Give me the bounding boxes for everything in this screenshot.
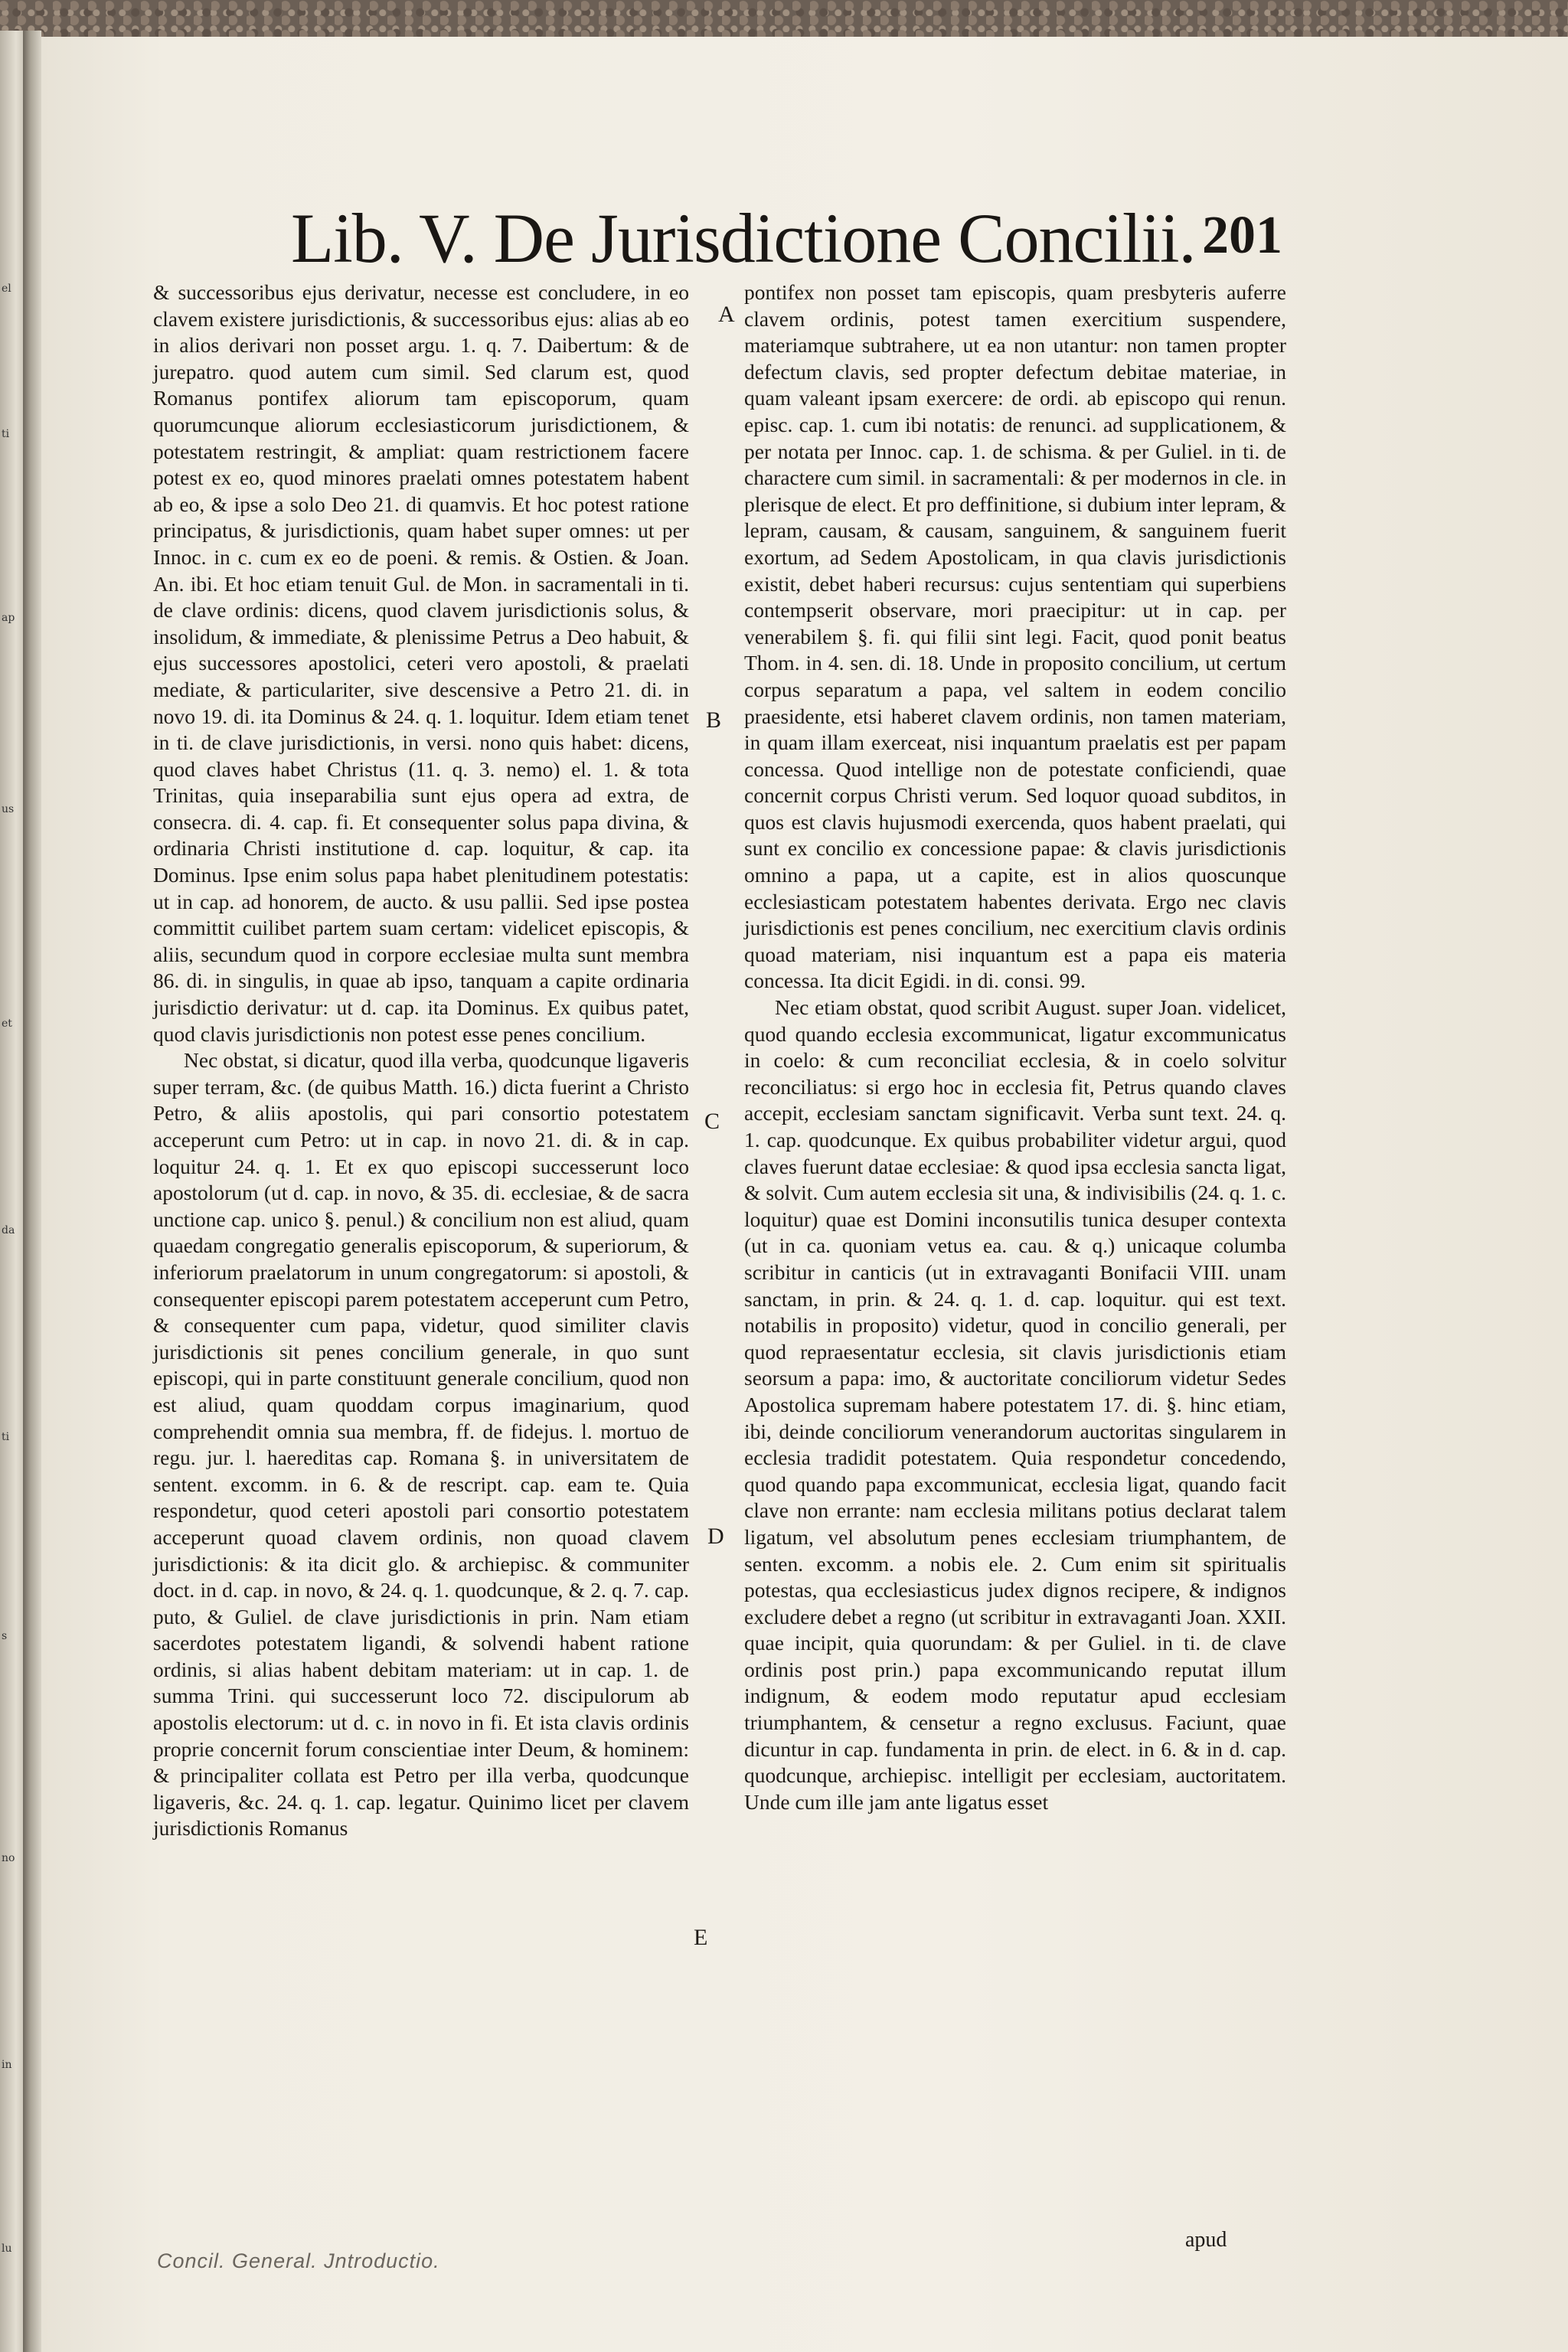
margin-marker-b: B bbox=[706, 707, 722, 733]
catchword: apud bbox=[1185, 2228, 1227, 2252]
margin-marker-e: E bbox=[694, 1925, 708, 1950]
book-gutter bbox=[23, 31, 41, 2352]
margin-marker-a: A bbox=[718, 302, 735, 327]
paragraph: & successoribus ejus derivatur, necesse est concludere, in eo clavem existere jurisdictionis, & successoribus ejus: alias ab eo in alios derivari non posset argu. 1. q. 7. Daibertum: & de jurepatro. quod autem cum simil. Sed clarum est, quod Romanus pontifex aliorum tam episcoporum, quam quorumcunque aliorum ecclesiasticorum jurisdictionem, & potestatem restringit, & ampliat: quam restrictionem facere potest ex eo, quod minores praelati omnes potestatem habent ab eo, & ipse a solo Deo 21. di quamvis. Et hoc potest ratione principatus, & jurisdictionis, quam habet super omnes: ut per Innoc. in c. cum ex eo de poeni. & remis. & Ostien. & Joan. An. ibi. Et hoc etiam tenuit Gul. de Mon. in sacramentali in ti. de clave ordinis: dicens, quod clavem jurisdictionis solus, & insolidum, & immediate, & plenissime Petrus a Deo habuit, & ejus successores apostolici, ceteri vero apostoli, & praelati mediate, & particulariter, sive descensive a Petro 21. di. in novo 19. di. ita Dominus & 24. q. 1. loquitur. Idem etiam tenet in ti. de clave jurisdictionis, in versi. nono quis habet: dicens, quod claves habet Christus (11. q. 3. nemo) el. 1. & tota Trinitas, quia inseparabilia sunt ejus opera ad extra, de consecra. di. 4. cap. fi. Et consequenter solus papa divina, & ordinaria Christi institutione d. cap. loquitur, & cap. ita Dominus. Ipse enim solus papa habet plenitudinem potestatis: ut in cap. ad honorem, de aucto. & usu pallii. Sed ipse postea committit cuilibet partem suam certam: videlicet episcopis, & aliis, secundum quod in corpore ecclesiae multa sunt membra 86. di. in singulis, in quae ab ipso, tanquam a capite ordinaria jurisdictio derivatur: ut d. cap. ita Dominus. Ex quibus patet, quod clavis jurisdictionis non potest esse penes concilium. bbox=[153, 280, 689, 1046]
margin-marker-c: C bbox=[704, 1109, 720, 1134]
margin-marker-d: D bbox=[707, 1524, 724, 1549]
header-title: Lib. V. De Jurisdictione Concilii. bbox=[291, 199, 1196, 277]
right-text-column bbox=[744, 279, 1286, 1815]
paragraph: Nec etiam obstat, quod scribit August. super Joan. videlicet, quod quando ecclesia excommunicat, ligatur excommunicatus in coelo: & cum reconciliat ecclesia, & in coelo solvitur reconciliatus: si ergo hoc in ecclesia fit, Petrus quando claves accepit, ecclesiam sanctam significavit. Verba sunt text. 24. q. 1. cap. quodcunque. Ex quibus probabiliter videtur argui, quod claves fuerunt datae ecclesiae: & quod ipsa ecclesia sancta ligat, & solvit. Cum autem ecclesia sit una, & indivisibilis (24. q. 1. c. loquitur) quae est Domini inconsutilis tunica desuper contexta (ut in ca. quoniam vetus ea. cau. & q.) unicaque columba scribitur in canticis (ut in extravaganti Bonifacii VIII. unam sanctam, in prin. & 24. q. 1. d. cap. loquitur. qui est text. notabilis in proposito) videtur, quod in concilio generali, per quod repraesentatur ecclesia, sit clavis jurisdictionis etiam seorsum a papa: imo, & auctoritate conciliorum videtur Sedes Apostolica supremam habere potestatem 17. di. §. hinc etiam, ibi, deinde conciliorum venerandorum auctoritas singularem in ecclesia tradidit potestatem. Quia respondetur concedendo, quod quando papa excommunicat, ecclesia ligat, quando facit clave non errante: nam ecclesia militans potius declarat talem ligatum, vel absolutum penes ecclesiam triumphantem, de senten. excomm. a nobis ele. 2. Cum enim sit spiritualis potestas, qua ecclesiasticus judex dignos recipere, & indignos excludere debet a regno (ut scribitur in extravaganti Joan. XXII. quae incipit, quia quorundam: & per Guliel. in ti. de clave ordinis post prin.) papa excommunicando reputat illum indignum, & eodem modo reputatur apud ecclesiam triumphantem, & censetur a regno exclusus. Faciunt, quae dicuntur in cap. fundamenta in prin. de elect. in 6. & in d. cap. quodcunque, archiepisc. intelligit per ecclesiam, auctoritatem. Unde cum ille jam ante ligatus esset bbox=[744, 995, 1286, 1814]
page-number: 201 bbox=[1202, 206, 1282, 265]
paragraph: pontifex non posset tam episcopis, quam presbyteris auferre clavem ordinis, potest tamen exercitium suspendere, materiamque subtrahere, ut ea non utantur: non tamen propter defectum clavis, sed propter defectum debitae materiae, in quam valeant ipsam exercere: de ordi. ab episcopo qui renun. episc. cap. 1. cum ibi notatis: de renunci. ad supplicationem, & per notata per Innoc. cap. 1. de schisma. & per Guliel. in ti. de charactere cum simil. in sacramentali: & per modernos in cle. in plerisque de elect. Et pro deffinitione, si dubium inter lepram, & lepram, causam, & causam, sanguinem, & sanguinem fuerit exortum, ad Sedem Apostolicam, in qua clavis jurisdictionis existit, debet haberi recursus: cujus sententiam qui superbiens contempserit observare, mori praecipitur: ut in cap. per venerabilem §. fi. qui filii sint legi. Facit, quod ponit beatus Thom. in 4. sen. di. 18. Unde in proposito concilium, ut certum corpus separatum a papa, vel saltem in eodem concilio praesidente, etsi haberet clavem ordinis, non tamen materiam, in quam illam exerceat, nisi inquantum praelatis est per papam concessa. Quod intellige non de potestate conficiendi, quae concernit corpus Christi verum. Sed loquor quoad subditos, in quos est clavis hujusmodi exercenda, quos habent praelati, qui sunt ex concilio ex concessione papae: & clavis jurisdictionis omnino a papa, ut a capite, est in alios quoscunque ecclesiasticam potestatem habentes derivata. Ergo nec clavis jurisdictionis est penes concilium, nec exercitium clavis ordinis quoad materiam, nisi inquantum est a papa eis materia concessa. Ita dicit Egidi. in di. consi. 99. bbox=[744, 280, 1286, 993]
paragraph: Nec obstat, si dicatur, quod illa verba, quodcunque ligaveris super terram, &c. (de quibus Matth. 16.) dicta fuerint a Christo Petro, & aliis apostolis, qui pari consortio potestatem acceperunt cum Petro: ut in cap. in novo 21. di. & in cap. loquitur 24. q. 1. Et ex quo episcopi successerunt loco apostolorum (ut d. cap. in novo, & 35. di. ecclesiae, & de sacra unctione cap. unico §. penul.) & concilium non est aliud, quam quaedam congregatio generalis episcoporum, & superiorum, & inferiorum praelatorum in unum congregatorum: si apostoli, & consequenter episcopi parem potestatem acceperunt cum Petro, & consequenter cum papa, videtur, quod similiter clavis jurisdictionis sit penes concilium generale, in quo sunt episcopi, qui in parte constituunt generale concilium, quod non est aliud, quam quoddam corpus imaginarium, quod comprehendit omnia sua membra, ff. de fidejus. l. mortuo de regu. jur. l. haereditas cap. Romana §. in universitatem de sentent. excomm. in 6. & de rescript. cap. eam te. Quia respondetur, quod ceteri apostoli pari consortio potestatem acceperunt quoad clavem ordinis, non quoad clavem jurisdictionis: & ita dicit glo. & archiepisc. & communiter doct. in d. cap. in novo, & 24. q. 1. quodcunque, & 2. q. 7. cap. puto, & Guliel. de clave jurisdictionis in prin. Nam etiam sacerdotes potestatem ligandi, & solvendi habent ratione ordinis, si alias habent debitam materiam: ut in cap. 1. de summa Trini. qui successerunt loco 72. discipulorum ab apostolis electorum: ut d. c. in novo in fi. Et ista clavis ordinis proprie concernit forum conscientiae inter Deum, & hominem: & principaliter collata est Petro per illa verba, quodcunque ligaveris, &c. 24. q. 1. cap. legatur. Quinimo licet per clavem jurisdictionis Romanus bbox=[153, 1048, 689, 1841]
facing-page-edge: el ti ap us et da ti s no in lu bbox=[0, 31, 23, 2352]
footer-caption: Concil. General. Jntroductio. bbox=[157, 2249, 440, 2272]
left-text-column bbox=[153, 279, 689, 1842]
